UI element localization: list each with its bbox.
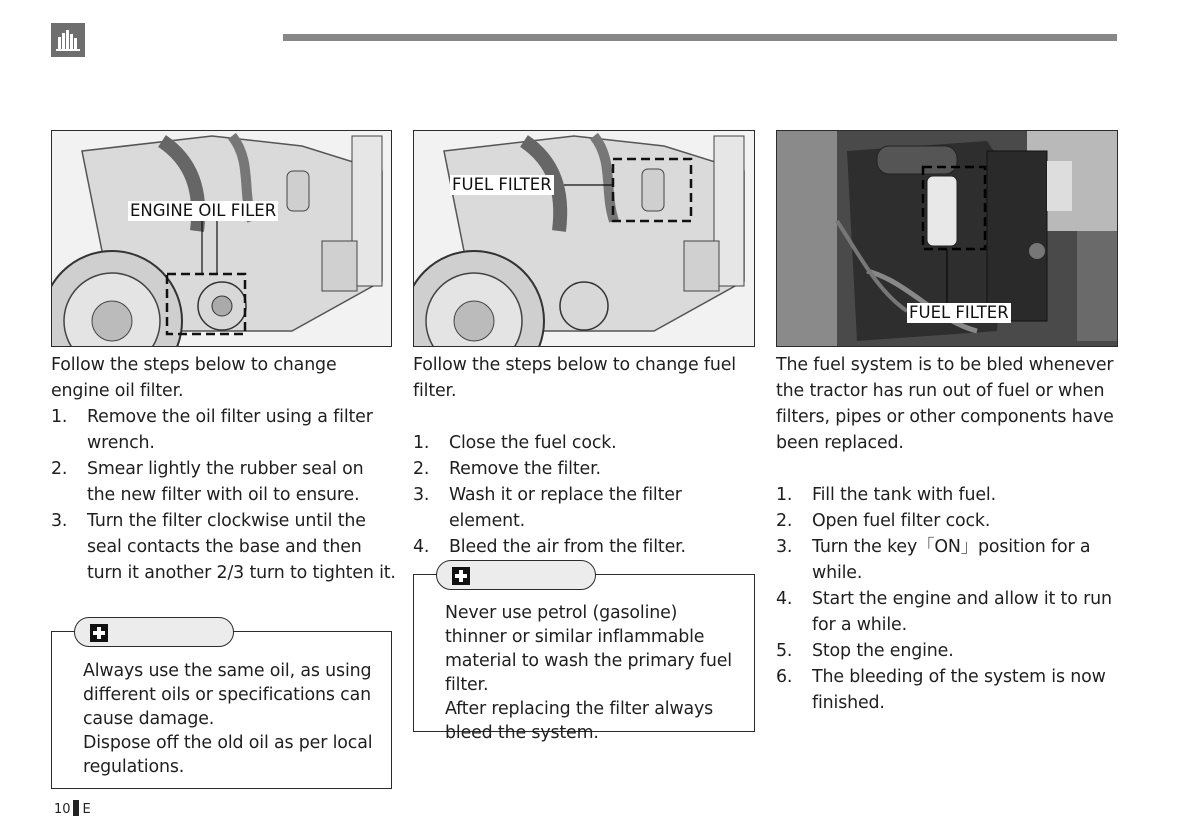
step-number: 2. [776,511,793,531]
engine-oil-filter-instructions [51,352,396,586]
step-number: 3. [413,485,430,505]
note-text [445,601,742,745]
step-text: Open fuel filter cock. [812,511,991,531]
note-cross-icon [90,624,108,642]
steps-list [776,482,1121,716]
list-item [51,508,396,586]
step-number: 3. [51,511,68,531]
note-line: Always use the same oil, as using different oils or specifications can cause damage. [83,661,372,729]
list-item [776,482,1121,508]
oil-note-box [51,631,392,789]
step-number: 1. [413,433,430,453]
step-text: Stop the engine. [812,641,954,661]
list-item [776,508,1121,534]
steps-list [413,430,758,560]
fuel-note-box [413,574,755,743]
fuel-bleeding-instructions [776,352,1121,716]
step-text: Remove the oil filter using a filter wrench. [87,407,373,453]
step-text: Smear lightly the rubber seal on the new filter with oil to ensure. [87,459,364,505]
list-item [51,404,396,456]
step-text: Bleed the air from the filter. [449,537,686,557]
step-number: 6. [776,667,793,687]
note-cross-icon [452,567,470,585]
note-text [83,659,379,779]
step-number: 1. [776,485,793,505]
list-item [776,586,1121,638]
step-text: Wash it or replace the filter element. [449,485,682,531]
header-rule [283,34,1117,41]
spacer [413,404,758,430]
step-text: Turn the filter clockwise until the seal contacts the base and then turn it another 2/3 turn to tighten it. [87,511,396,583]
fuel-filter-photo [413,130,755,347]
fuel-filter-bleed-photo [776,130,1118,347]
step-number: 3. [776,537,793,557]
footer-bar-icon [73,800,79,816]
step-number: 5. [776,641,793,661]
list-item [413,456,758,482]
note-line: After replacing the filter always bleed the system. [445,699,714,743]
step-text: Fill the tank with fuel. [812,485,996,505]
note-line: Dispose off the old oil as per local regulations. [83,733,373,777]
step-number: 4. [776,589,793,609]
step-number: 1. [51,407,68,427]
step-number: 2. [51,459,68,479]
list-item [51,456,396,508]
list-item [413,482,758,534]
intro-text: Follow the steps below to change fuel filter. [413,355,736,401]
fuel-filter-instructions [413,352,758,560]
intro-text: The fuel system is to be bled whenever the tractor has run out of fuel or when filters, pipes or other components have been replaced. [776,355,1114,453]
list-item [413,534,758,560]
engine-oil-filter-photo [51,130,392,347]
intro-text: Follow the steps below to change engine oil filter. [51,355,337,401]
note-tab [74,617,234,647]
list-item [776,638,1121,664]
list-item [776,534,1121,586]
step-number: 2. [413,459,430,479]
page-number: 10 [54,802,71,817]
note-tab [436,560,596,590]
section-label: E [82,802,91,817]
list-item [413,430,758,456]
note-line: Never use petrol (gasoline) thinner or similar inflammable material to wash the primary fuel filter. [445,603,732,695]
spacer [776,456,1121,482]
steps-list [51,404,396,586]
step-text: Remove the filter. [449,459,601,479]
step-text: Turn the key「ON」position for a while. [812,537,1091,583]
step-text: Start the engine and allow it to run for a while. [812,589,1112,635]
figure-callout: FUEL FILTER [452,175,552,194]
page-footer [54,800,91,818]
step-text: Close the fuel cock. [449,433,617,453]
step-number: 4. [413,537,430,557]
list-item [776,664,1121,716]
step-text: The bleeding of the system is now finished. [812,667,1106,713]
brand-logo-icon [51,23,85,57]
figure-callout: ENGINE OIL FILER [130,201,277,220]
figure-callout: FUEL FILTER [909,303,1009,322]
